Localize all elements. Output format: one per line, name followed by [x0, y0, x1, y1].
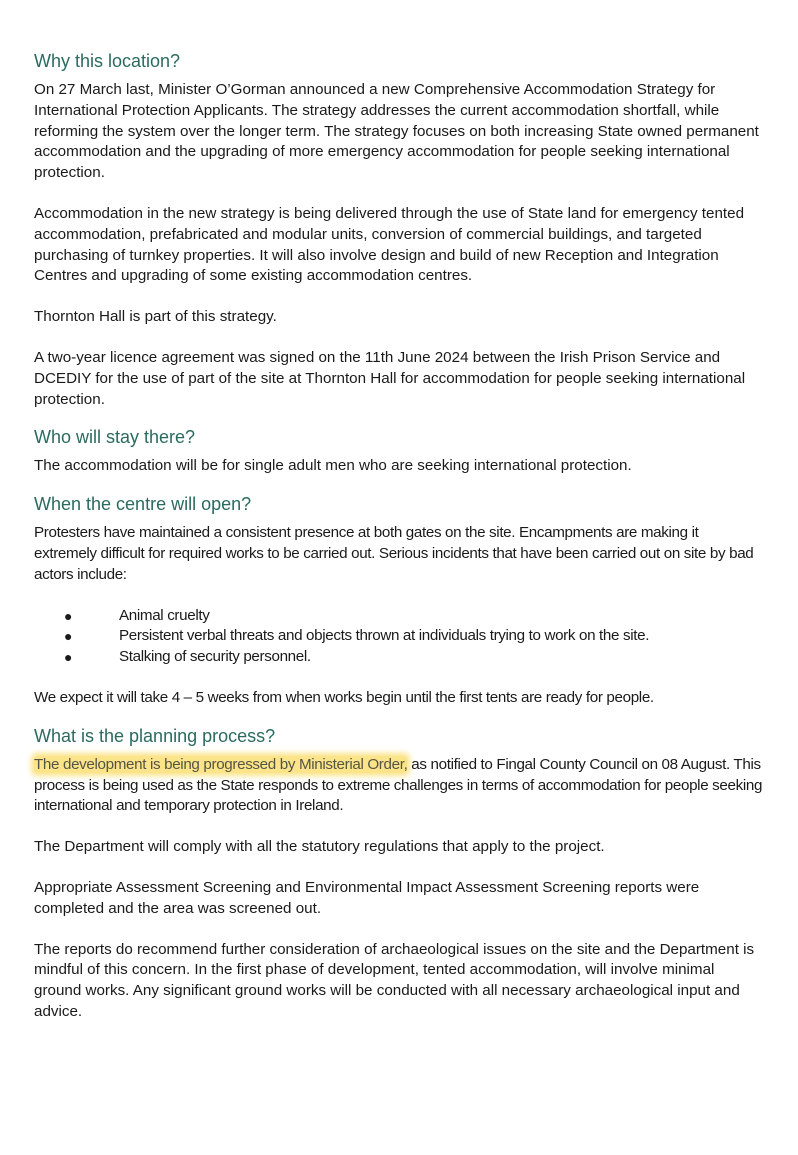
list-item: ● Persistent verbal threats and objects thrown at individuals trying to work on the site.	[34, 626, 764, 647]
section-who-will-stay	[34, 426, 764, 477]
section-heading: Who will stay there?	[34, 427, 196, 448]
section-heading: What is the planning process?	[34, 725, 276, 746]
paragraph: Protesters have maintained a consistent presence at both gates on the site. Encampments are making it extremely difficult for required works to be carried out. Serious incidents that have been carried out on site by bad actors include:	[34, 524, 754, 583]
paragraph: The reports do recommend further consideration of archaeological issues on the site and the Department is mindful of this concern. In the first phase of development, tented accommodation, will involve minimal ground works. Any significant ground works will be conducted with all necessary archaeological input and advice.	[34, 940, 755, 1020]
highlighted-text: The development is being progressed by Ministerial Order,	[34, 755, 408, 773]
paragraph: A two-year licence agreement was signed on the 11th June 2024 between the Irish Prison Service and DCEDIY for the use of part of the site at Thornton Hall for accommodation for people seeking international protection.	[34, 348, 746, 408]
paragraph: On 27 March last, Minister O’Gorman announced a new Comprehensive Accommodation Strategy for International Protection Applicants. The strategy addresses the current accommodation shortfall, while reforming the system over the longer term. The strategy focuses on both increasing State owned permanent accommodation and the upgrading of more emergency accommodation for people seeking international protection.	[34, 81, 759, 182]
section-when-open	[34, 493, 764, 709]
paragraph: Accommodation in the new strategy is being delivered through the use of State land for emergency tented accommodation, prefabricated and modular units, conversion of commercial buildings, and targeted purchasing of turnkey properties. It will also involve design and build of new Reception and Integration Centres and upgrading of some existing accommodation centres.	[34, 204, 745, 285]
bullet-icon: ●	[64, 628, 73, 645]
paragraph: The Department will comply with all the statutory regulations that apply to the project.	[34, 838, 605, 856]
document-page	[34, 50, 764, 1043]
paragraph: The accommodation will be for single adult men who are seeking international protection.	[34, 457, 632, 475]
bullet-icon: ●	[64, 649, 73, 666]
section-why-location	[34, 50, 764, 410]
paragraph: The development is being progressed by Ministerial Order, as notified to Fingal County Council on 08 August. This process is being used as the State responds to extreme challenges in terms of accommodation for people seeking international and temporary protection in Ireland.	[34, 755, 763, 815]
paragraph: We expect it will take 4 – 5 weeks from when works begin until the first tents are ready for people.	[34, 688, 654, 706]
list-item: ● Animal cruelty	[34, 606, 764, 627]
section-heading: Why this location?	[34, 51, 181, 71]
section-planning-process	[34, 725, 764, 1023]
incident-list	[34, 606, 764, 668]
section-heading: When the centre will open?	[34, 494, 252, 515]
paragraph: Thornton Hall is part of this strategy.	[34, 308, 277, 326]
list-item: ● Stalking of security personnel.	[34, 647, 764, 668]
bullet-icon: ●	[64, 607, 73, 624]
paragraph: Appropriate Assessment Screening and Environmental Impact Assessment Screening reports were completed and the area was screened out.	[34, 878, 700, 917]
